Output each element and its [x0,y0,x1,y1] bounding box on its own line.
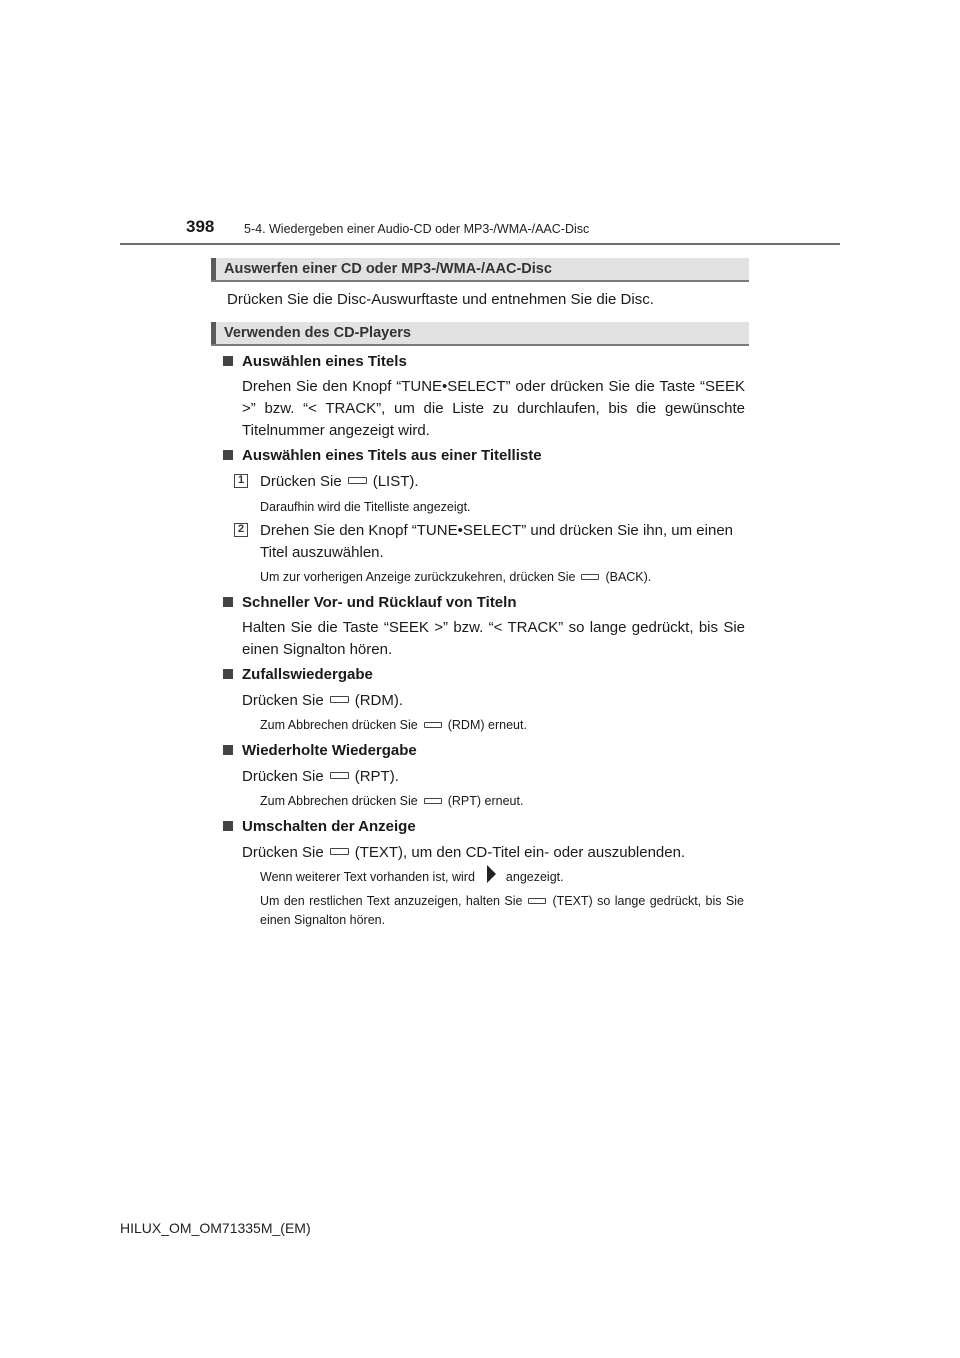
subheading-track-list: Auswählen eines Titels aus einer Titelliste [242,447,542,464]
repeat-text-post: (RPT). [354,768,399,785]
rdm-button-icon [330,696,349,703]
repeat-note [260,792,523,811]
bullet-square-icon [223,669,233,679]
step-1-text-pre: Drücken Sie [260,473,342,490]
bullet-square-icon [223,821,233,831]
display-text [242,842,685,863]
display-text-post: (TEXT), um den CD-Titel ein- oder auszublenden. [354,844,686,861]
display-note-2 [260,892,744,930]
step-1-note: Daraufhin wird die Titelliste angezeigt. [260,500,471,514]
random-note-post: (RDM) erneut. [447,718,527,732]
step-2-text: Drehen Sie den Knopf “TUNE•SELECT” und drücken Sie ihn, um einen Titel auszuwählen. [260,522,733,561]
random-note [260,716,527,735]
random-note-pre: Zum Abbrechen drücken Sie [260,718,418,732]
page-number: 398 [186,217,215,236]
more-text-arrow-icon [487,865,496,883]
back-button-icon [581,574,599,580]
fast-forward-text: Halten Sie die Taste “SEEK >” bzw. “< TRACK” so lange gedrückt, bis Sie einen Signalton hören. [242,619,745,658]
display-text-pre: Drücken Sie [242,844,324,861]
display-note-1-post: angezeigt. [505,870,564,884]
step-number-2: 2 [234,523,248,537]
eject-text: Drücken Sie die Disc-Auswurftaste und entnehmen Sie die Disc. [227,291,654,308]
subheading-random: Zufallswiedergabe [242,666,373,683]
step-2-note [260,568,651,587]
bullet-square-icon [223,745,233,755]
section-heading-player [211,322,749,346]
step-number-1: 1 [234,474,248,488]
step-1-text [260,471,419,492]
subheading-select-track: Auswählen eines Titels [242,353,407,370]
bullet-square-icon [223,597,233,607]
subheading-repeat: Wiederholte Wiedergabe [242,742,417,759]
text-button-icon [330,848,349,855]
random-text [242,690,403,711]
document-code: HILUX_OM_OM71335M_(EM) [120,1220,311,1236]
display-note-2-pre: Um den restlichen Text anzuzeigen, halten Sie [260,894,523,908]
header-rule [120,243,840,245]
rdm-button-icon [424,722,442,728]
rpt-button-icon [330,772,349,779]
repeat-text-pre: Drücken Sie [242,768,324,785]
chapter-title: 5-4. Wiedergeben einer Audio-CD oder MP3-/WMA-/AAC-Disc [244,222,590,236]
display-note-2-post: (TEXT) so lange gedrückt, bis Sie einen Signalton hören. [260,894,744,927]
display-note-1-pre: Wenn weiterer Text vorhanden ist, wird [260,870,475,884]
section-heading-label: Auswerfen einer CD oder MP3-/WMA-/AAC-Disc [224,261,552,277]
repeat-note-pre: Zum Abbrechen drücken Sie [260,794,418,808]
section-heading-eject [211,258,749,282]
repeat-note-post: (RPT) erneut. [447,794,524,808]
select-track-text: Drehen Sie den Knopf “TUNE•SELECT” oder drücken Sie die Taste “SEEK >” bzw. “< TRACK”, um die Liste zu durchlaufen, bis die gewünschte Titelnummer angezeigt wird. [242,378,745,439]
subheading-fast-forward: Schneller Vor- und Rücklauf von Titeln [242,594,517,611]
rpt-button-icon [424,798,442,804]
section-heading-label: Verwenden des CD-Players [224,325,411,341]
step-2-note-post: (BACK). [605,570,652,584]
text-button-icon [528,898,546,904]
random-text-pre: Drücken Sie [242,692,324,709]
repeat-text [242,766,399,787]
display-note-1 [260,868,564,887]
subheading-display: Umschalten der Anzeige [242,818,416,835]
step-2-note-pre: Um zur vorherigen Anzeige zurückzukehren, drücken Sie [260,570,576,584]
bullet-square-icon [223,356,233,366]
random-text-post: (RDM). [354,692,404,709]
step-1-text-post: (LIST). [372,473,419,490]
list-button-icon [348,477,367,484]
bullet-square-icon [223,450,233,460]
